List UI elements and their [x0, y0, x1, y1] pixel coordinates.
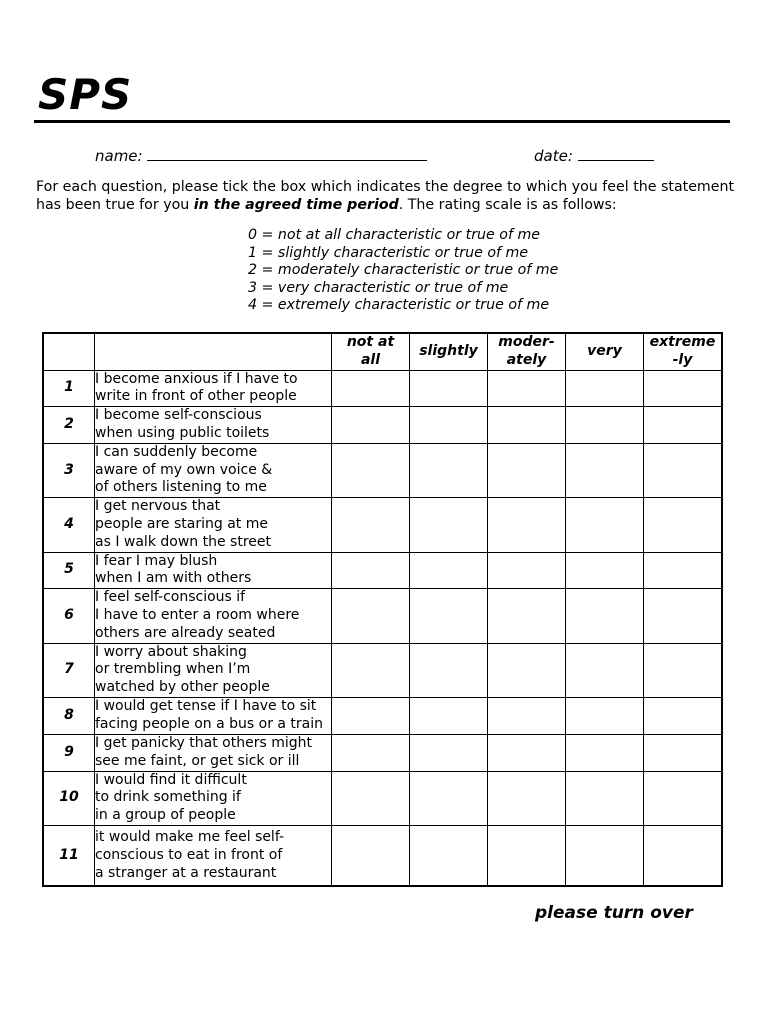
- tick-box[interactable]: [488, 771, 566, 825]
- tick-box[interactable]: [488, 825, 566, 886]
- tick-box[interactable]: [644, 407, 723, 444]
- tick-box[interactable]: [644, 552, 723, 589]
- question-number: 11: [43, 825, 95, 886]
- question-number: 7: [43, 643, 95, 697]
- scale-item: 1 = slightly characteristic or true of me: [248, 244, 529, 261]
- tick-box[interactable]: [644, 825, 723, 886]
- table-row: [43, 370, 722, 407]
- tick-box[interactable]: [488, 407, 566, 444]
- tick-box[interactable]: [410, 552, 488, 589]
- question-statement: I become self-conscious when using public toilets: [95, 407, 332, 444]
- table-row: [43, 498, 722, 552]
- tick-box[interactable]: [644, 498, 723, 552]
- tick-box[interactable]: [488, 370, 566, 407]
- instructions: [36, 178, 736, 214]
- tick-box[interactable]: [410, 589, 488, 643]
- question-statement: I feel self-conscious if I have to enter a room where others are already seated: [95, 589, 332, 643]
- question-statement: I can suddenly become aware of my own voice & of others listening to me: [95, 443, 332, 497]
- scale-item: 2 = moderately characteristic or true of me: [248, 262, 559, 279]
- tick-box[interactable]: [332, 589, 410, 643]
- question-number: 1: [43, 370, 95, 407]
- tick-box[interactable]: [566, 697, 644, 734]
- question-number: 6: [43, 589, 95, 643]
- tick-box[interactable]: [644, 734, 723, 771]
- tick-box[interactable]: [644, 443, 723, 497]
- question-statement: I would find it difficult to drink something if in a group of people: [95, 771, 332, 825]
- header-statement-cell: [95, 333, 332, 370]
- table-row: [43, 552, 722, 589]
- date-field: [534, 146, 654, 165]
- column-header: very: [566, 333, 644, 370]
- form-title: SPS: [38, 70, 133, 119]
- tick-box[interactable]: [332, 407, 410, 444]
- tick-box[interactable]: [566, 734, 644, 771]
- name-label: name:: [95, 147, 143, 165]
- name-blank-line[interactable]: [147, 146, 427, 161]
- table-row: [43, 407, 722, 444]
- column-header: not at all: [332, 333, 410, 370]
- date-label: date:: [534, 147, 573, 165]
- tick-box[interactable]: [332, 498, 410, 552]
- tick-box[interactable]: [566, 643, 644, 697]
- tick-box[interactable]: [644, 589, 723, 643]
- rating-table: [42, 332, 723, 887]
- question-number: 5: [43, 552, 95, 589]
- tick-box[interactable]: [488, 643, 566, 697]
- tick-box[interactable]: [332, 443, 410, 497]
- question-statement: I would get tense if I have to sit facing people on a bus or a train: [95, 697, 332, 734]
- tick-box[interactable]: [410, 643, 488, 697]
- title-divider: [34, 120, 730, 123]
- tick-box[interactable]: [332, 643, 410, 697]
- tick-box[interactable]: [566, 825, 644, 886]
- tick-box[interactable]: [488, 734, 566, 771]
- tick-box[interactable]: [410, 697, 488, 734]
- table-row: [43, 734, 722, 771]
- table-row: [43, 643, 722, 697]
- name-field: [95, 146, 427, 165]
- scale-item: 4 = extremely characteristic or true of me: [248, 297, 550, 314]
- scale-item: 3 = very characteristic or true of me: [248, 279, 509, 296]
- column-header: slightly: [410, 333, 488, 370]
- table-row: [43, 825, 722, 886]
- tick-box[interactable]: [488, 697, 566, 734]
- tick-box[interactable]: [488, 443, 566, 497]
- tick-box[interactable]: [644, 643, 723, 697]
- table-header-row: [43, 333, 722, 370]
- tick-box[interactable]: [644, 771, 723, 825]
- scale-item: 0 = not at all characteristic or true of me: [248, 227, 541, 243]
- table-row: [43, 443, 722, 497]
- tick-box[interactable]: [644, 370, 723, 407]
- tick-box[interactable]: [644, 697, 723, 734]
- instructions-text: For each question, please tick the box which indicates the degree to which you feel the statement has been true for you: [36, 179, 735, 213]
- column-header: extreme -ly: [644, 333, 723, 370]
- question-statement: I get panicky that others might see me faint, or get sick or ill: [95, 734, 332, 771]
- table-row: [43, 771, 722, 825]
- question-number: 10: [43, 771, 95, 825]
- tick-box[interactable]: [332, 697, 410, 734]
- tick-box[interactable]: [332, 370, 410, 407]
- question-number: 8: [43, 697, 95, 734]
- question-number: 3: [43, 443, 95, 497]
- column-header: moder- ately: [488, 333, 566, 370]
- tick-box[interactable]: [488, 498, 566, 552]
- tick-box[interactable]: [410, 498, 488, 552]
- tick-box[interactable]: [566, 552, 644, 589]
- question-statement: I worry about shaking or trembling when I’m watched by other people: [95, 643, 332, 697]
- tick-box[interactable]: [332, 552, 410, 589]
- question-statement: it would make me feel self- conscious to eat in front of a stranger at a restaurant: [95, 825, 332, 886]
- tick-box[interactable]: [488, 552, 566, 589]
- question-number: 2: [43, 407, 95, 444]
- question-number: 4: [43, 498, 95, 552]
- tick-box[interactable]: [410, 443, 488, 497]
- question-statement: I get nervous that people are staring at me as I walk down the street: [95, 498, 332, 552]
- tick-box[interactable]: [332, 825, 410, 886]
- tick-box[interactable]: [332, 771, 410, 825]
- tick-box[interactable]: [410, 825, 488, 886]
- question-statement: I become anxious if I have to write in front of other people: [95, 370, 332, 407]
- tick-box[interactable]: [332, 734, 410, 771]
- instructions-emphasis: in the agreed time period: [193, 197, 399, 213]
- table-row: [43, 589, 722, 643]
- tick-box[interactable]: [488, 589, 566, 643]
- tick-box[interactable]: [566, 498, 644, 552]
- tick-box[interactable]: [410, 370, 488, 407]
- question-number: 9: [43, 734, 95, 771]
- tick-box[interactable]: [566, 370, 644, 407]
- tick-box[interactable]: [410, 771, 488, 825]
- tick-box[interactable]: [410, 734, 488, 771]
- turn-over-note: please turn over: [535, 903, 693, 923]
- tick-box[interactable]: [410, 407, 488, 444]
- question-statement: I fear I may blush when I am with others: [95, 552, 332, 589]
- date-blank-line[interactable]: [578, 146, 654, 161]
- instructions-text-end: . The rating scale is as follows:: [398, 197, 617, 213]
- header-number-cell: [43, 333, 95, 370]
- tick-box[interactable]: [566, 589, 644, 643]
- tick-box[interactable]: [566, 443, 644, 497]
- rating-scale: [248, 227, 558, 315]
- tick-box[interactable]: [566, 771, 644, 825]
- tick-box[interactable]: [566, 407, 644, 444]
- table-row: [43, 697, 722, 734]
